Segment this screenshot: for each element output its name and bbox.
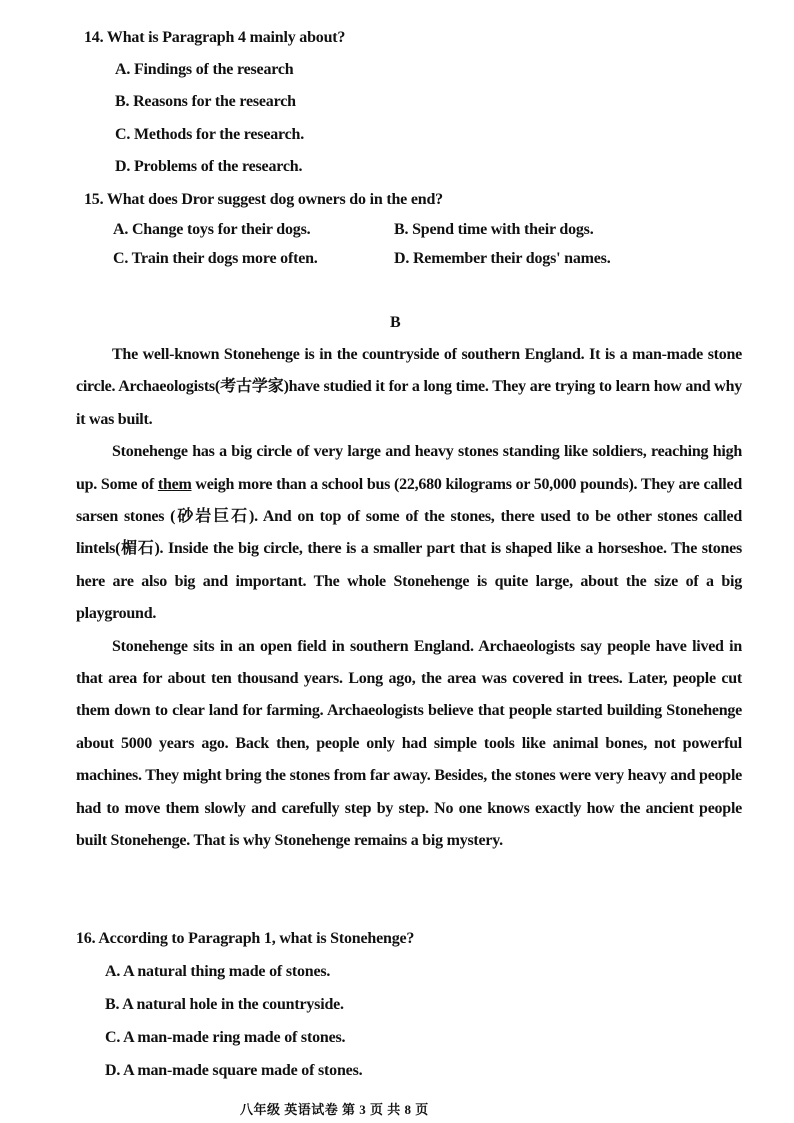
passage <box>76 339 742 858</box>
q14-option-b: B. Reasons for the research <box>115 93 296 110</box>
q16-question: 16. According to Paragraph 1, what is Stonehenge? <box>76 930 415 947</box>
section-title: B <box>390 314 401 331</box>
passage-paragraph-2 <box>76 436 742 630</box>
passage-paragraph-1: The well-known Stonehenge is in the countryside of southern England. It is a man-made stone circle. Archaeologists(考古学家)have studied it for a long time. They are trying to learn how and why it was built. <box>76 346 742 428</box>
q16-option-c: C. A man-made ring made of stones. <box>105 1029 346 1046</box>
page-footer: 八年级 英语试卷 第 3 页 共 8 页 <box>240 1102 429 1117</box>
q14-option-d: D. Problems of the research. <box>115 158 303 175</box>
q15-option-d: D. Remember their dogs' names. <box>394 250 611 267</box>
q15-option-c: C. Train their dogs more often. <box>113 250 318 267</box>
q16-option-d: D. A man-made square made of stones. <box>105 1062 363 1079</box>
q16-option-b: B. A natural hole in the countryside. <box>105 996 344 1013</box>
p2-text-after: weigh more than a school bus (22,680 kilograms or 50,000 pounds). They are called sarsen stones (砂岩巨石). And on top of some of the stones, there used to be other stones called lintels(楣石). Inside the big circle, there is a smaller part that is shaped like a horseshoe. The stones here are also big and important. The whole Stonehenge is quite large, about the size of a big playground. <box>76 475 742 623</box>
underlined-word-them: them <box>157 475 192 493</box>
q14-question: 14. What is Paragraph 4 mainly about? <box>84 29 346 46</box>
passage-paragraph-3: Stonehenge sits in an open field in southern England. Archaeologists say people have lived in that area for about ten thousand years. Long ago, the area was covered in trees. Later, people cut them down to clear land for farming. Archaeologists believe that people started building Stonehenge about 5000 years ago. Back then, people only had simple tools like animal bones, not powerful machines. They might bring the stones from far away. Besides, the stones were very heavy and people had to move them slowly and carefully step by step. No one knows exactly how the ancient people built Stonehenge. That is why Stonehenge remains a big mystery. <box>76 637 742 850</box>
q15-option-a: A. Change toys for their dogs. <box>113 221 311 238</box>
q15-question: 15. What does Dror suggest dog owners do in the end? <box>84 191 443 208</box>
q16-option-a: A. A natural thing made of stones. <box>105 963 331 980</box>
q15-option-b: B. Spend time with their dogs. <box>394 221 594 238</box>
p2-text-before: Stonehenge has a big circle of very large and heavy stones standing like soldiers, reaching high up. Some of <box>76 443 742 493</box>
q14-option-c: C. Methods for the research. <box>115 126 305 143</box>
q14-option-a: A. Findings of the research <box>115 61 294 78</box>
